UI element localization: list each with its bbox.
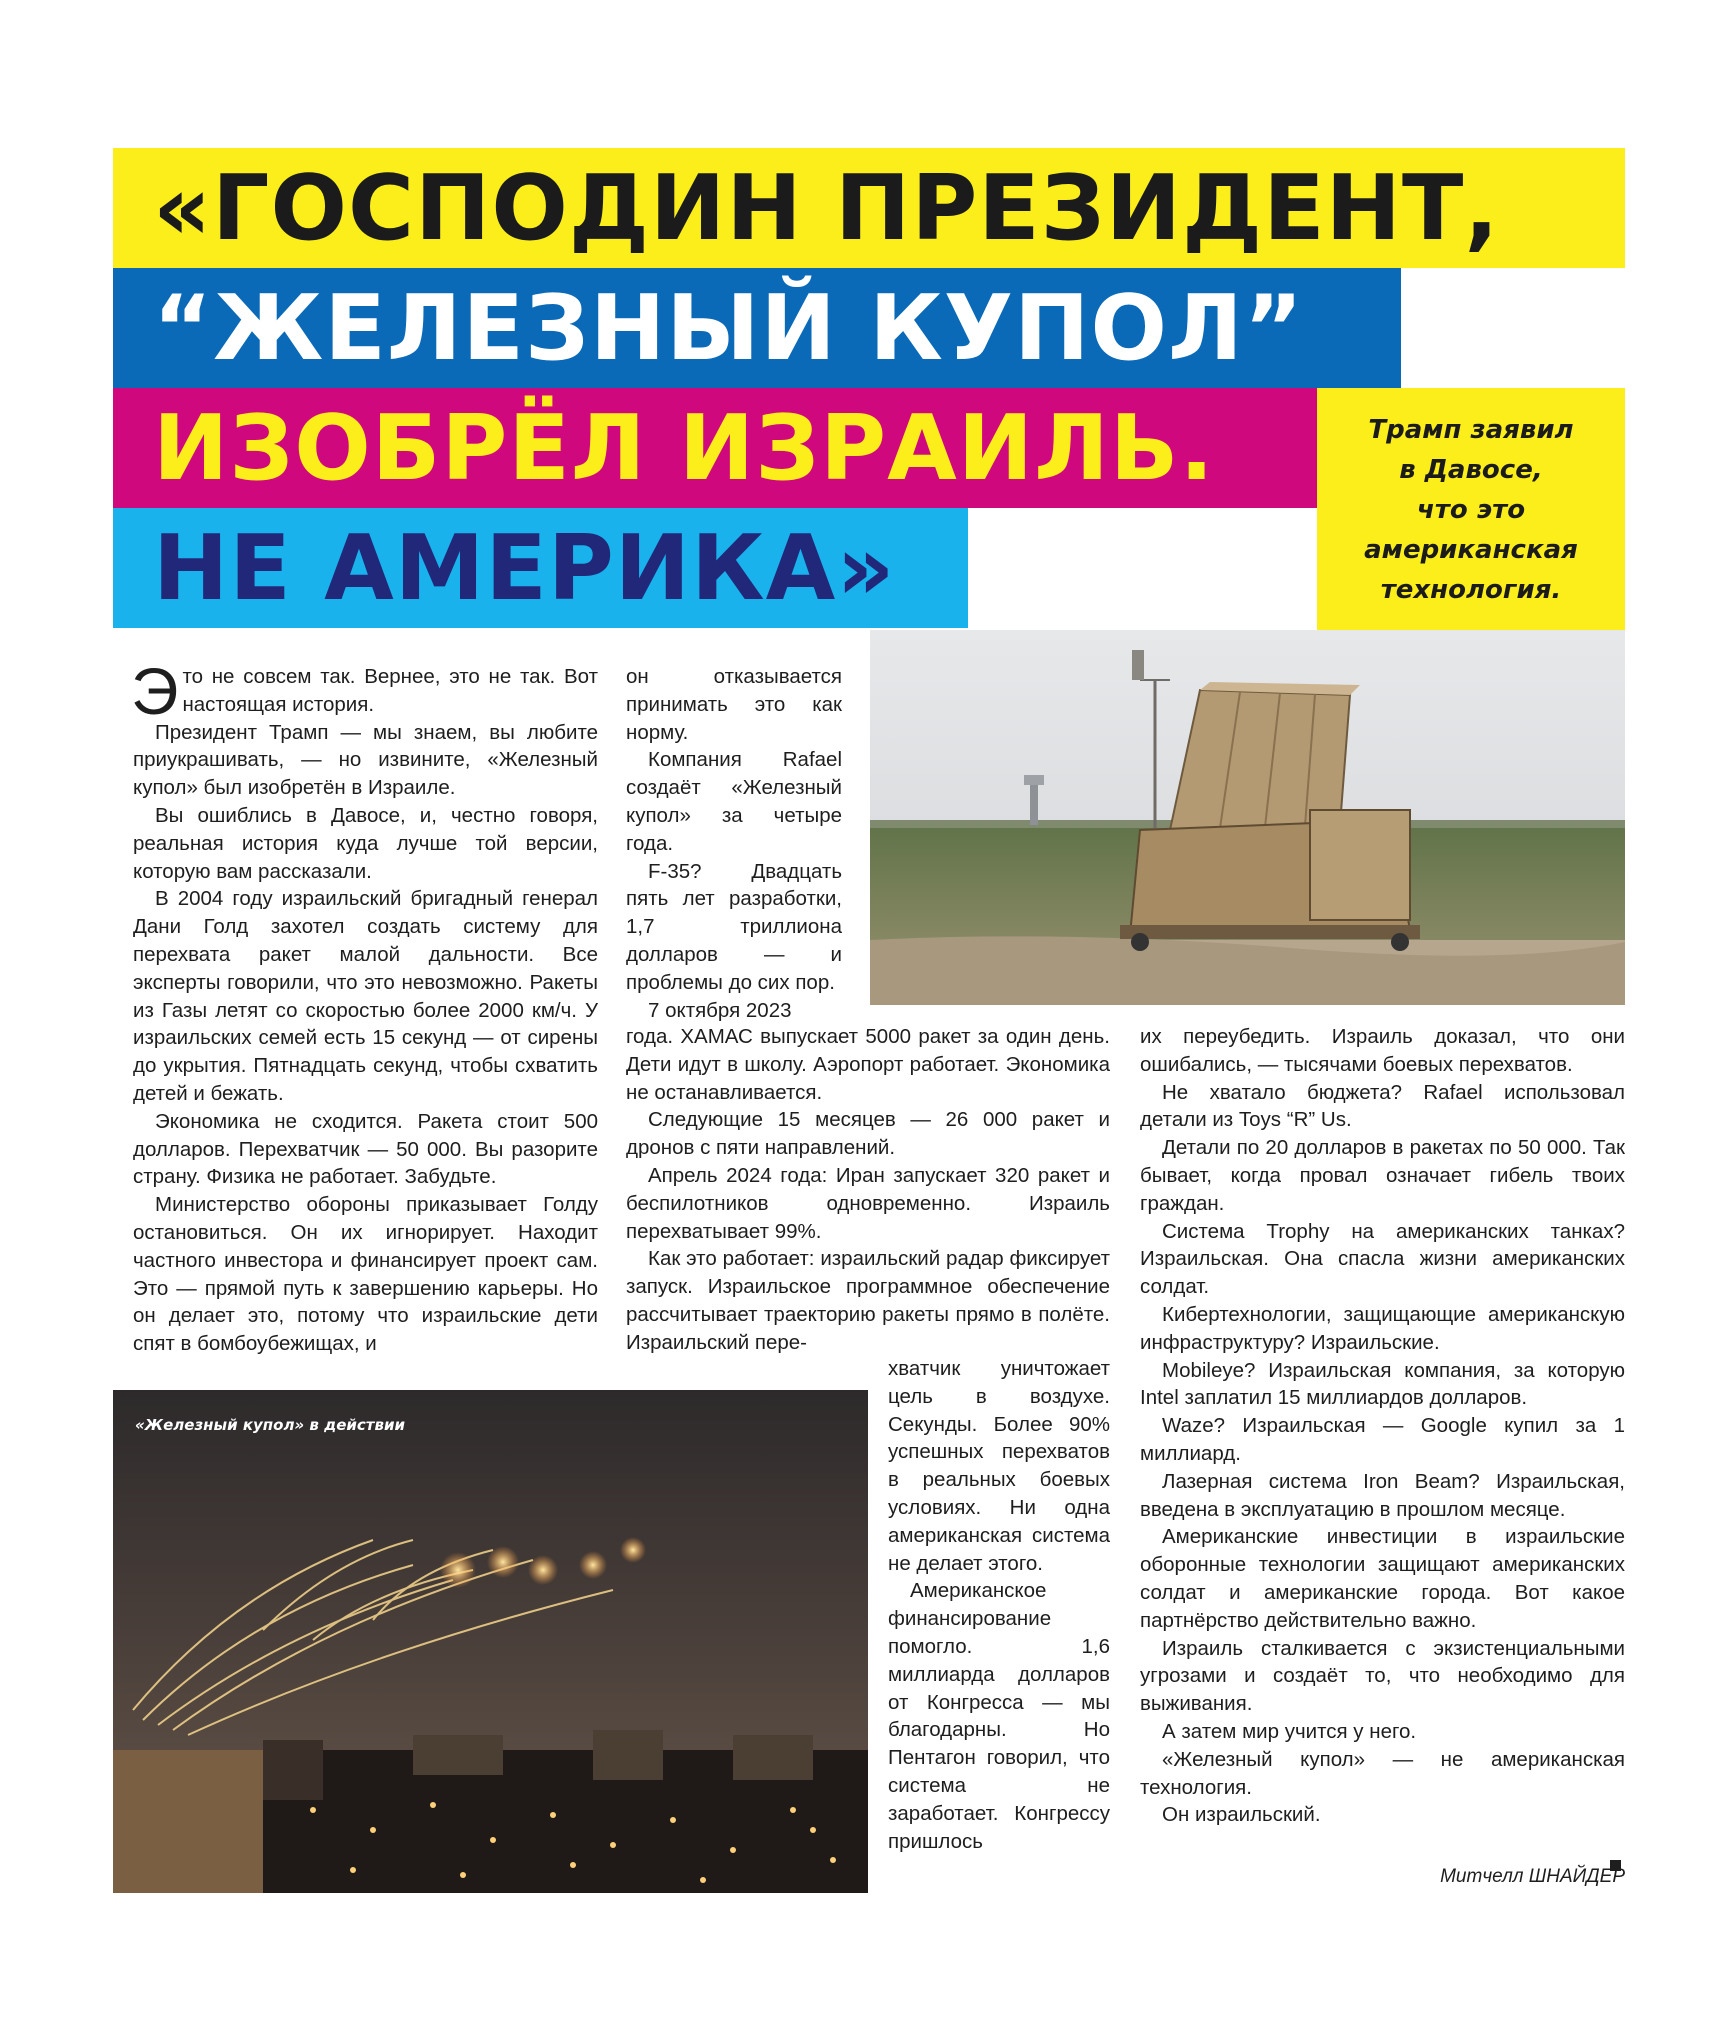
headline-line-4-text: НЕ АМЕРИКА»: [153, 516, 896, 621]
article-paragraph: их переубедить. Израиль доказал, что они ошибались, — тысячами боевых перехватов.: [1140, 1025, 1625, 1076]
article-paragraph: Вы ошиблись в Давосе, и, честно говоря, реальная история куда лучше той версии, которую вам рассказали.: [133, 803, 598, 883]
article-paragraph: «Железный купол» — не американская технология.: [1140, 1747, 1625, 1799]
article-paragraph: Детали по 20 долларов в ракетах по 50 000. Так бывает, когда провал означает гибель твоих граждан.: [1140, 1136, 1625, 1215]
article-paragraph: Mobileye? Израильская компания, за которую Intel заплатил 15 миллиардов долларов.: [1140, 1358, 1625, 1410]
article-column-1: [131, 654, 598, 1358]
article-paragraph: В 2004 году израильский бригадный генерал Дани Голд захотел создать систему для перехвата ракет малой дальности. Все эксперты говорили, что это невозможно. Ракеты из Газы летят со скоростью более 2000 км/ч. У израильских семей есть 15 секунд — от сирены до укрытия. Пятнадцать секунд, чтобы схватить детей и бежать.: [133, 887, 598, 1105]
article-column-2-middle: [626, 1023, 1110, 1357]
article-paragraph: Апрель 2024 года: Иран запускает 320 ракет и беспилотников одновременно. Израиль перехватывает 99%.: [626, 1163, 1110, 1243]
article-paragraph: Американские инвестиции в израильские оборонные технологии защищают американских солдат и американские города. Вот какое партнёрство действительно важно.: [1140, 1525, 1625, 1632]
article-paragraph: Министерство обороны приказывает Голду остановиться. Он их игнорирует. Находит частного инвестора и финансирует проект сам. Это — прямой путь к завершению карьеры. Но он делает это, потому что израильские дети спят в бомбоубежищах, и: [133, 1193, 598, 1356]
drop-cap: Э: [131, 654, 179, 728]
article-column-2-top: [626, 663, 842, 1024]
article-column-2-bottom: [888, 1355, 1110, 1855]
headline-line-1-text: «ГОСПОДИН ПРЕЗИДЕНТ,: [153, 156, 1500, 261]
article-paragraph: он отказывается принимать это как норму.: [626, 665, 842, 744]
article-paragraph: Президент Трамп — мы знаем, вы любите приукрашивать, — но извините, «Железный купол» был изобретён в Израиле.: [133, 720, 598, 800]
iron-dome-launcher-photo: [870, 630, 1625, 1005]
article-paragraph: Он израильский.: [1162, 1803, 1321, 1827]
headline-line-1: [113, 148, 1625, 268]
article-paragraph: 7 октября 2023: [648, 998, 792, 1022]
article-paragraph: Лазерная система Iron Beam? Израильская, введена в эксплуатацию в прошлом месяце.: [1140, 1469, 1625, 1521]
article-column-3: [1140, 1023, 1625, 1829]
article-paragraph: года. ХАМАС выпускает 5000 ракет за один день. Дети идут в школу. Аэропорт работает. Экономика не останавливается.: [626, 1025, 1110, 1104]
article-paragraph: Waze? Израильская — Google купил за 1 миллиард.: [1140, 1414, 1625, 1465]
article-paragraph: Как это работает: израильский радар фиксирует запуск. Израильское программное обеспечение рассчитывает траекторию ракеты прямо в полёте. Израильский пере-: [626, 1247, 1110, 1354]
article-paragraph: хватчик уничтожает цель в воздухе. Секунды. Более 90% успешных перехватов в реальных боевых условиях. Ни одна американская система не делает этого.: [888, 1357, 1110, 1575]
article-paragraph: Экономика не сходится. Ракета стоит 500 долларов. Перехватчик — 50 000. Вы разорите страну. Физика не работает. Забудьте.: [133, 1109, 598, 1189]
article-paragraph: Компания Rafael создаёт «Железный купол» за четыре года.: [626, 748, 842, 855]
article-paragraph: Американское финансирование помогло. 1,6 миллиарда долларов от Конгресса — мы благодарны. Но Пентагон говорил, что система не заработает. Конгрессу пришлось: [888, 1579, 1110, 1853]
photo-caption: «Железный купол» в действии: [135, 1416, 406, 1434]
paragraph-text: то не совсем так. Вернее, это не так. Вот настоящая история.: [182, 665, 598, 716]
author-byline: Митчелл ШНАЙДЕР: [1440, 1866, 1625, 1887]
headline-line-4: [113, 508, 968, 628]
headline-line-2-text: “ЖЕЛЕЗНЫЙ КУПОЛ”: [153, 276, 1304, 381]
headline-line-2: [113, 268, 1401, 388]
article-paragraph: F-35? Двадцать пять лет разработки, 1,7 триллиона долларов — и проблемы до сих пор.: [626, 859, 842, 994]
article-paragraph: [131, 654, 598, 728]
subhead-text: Трамп заявил в Давосе, что это американская технология.: [1364, 415, 1578, 605]
iron-dome-night-photo: [113, 1390, 868, 1893]
headline-line-3: [113, 388, 1401, 508]
article-paragraph: Кибертехнологии, защищающие американскую инфраструктуру? Израильские.: [1140, 1302, 1625, 1354]
article-paragraph: Не хватало бюджета? Rafael использовал детали из Toys “R” Us.: [1140, 1080, 1625, 1132]
article-paragraph: Следующие 15 месяцев — 26 000 ракет и дронов с пяти направлений.: [626, 1108, 1110, 1160]
subhead-box: [1317, 388, 1625, 630]
headline-line-3-text: ИЗОБРЁЛ ИЗРАИЛЬ.: [153, 396, 1215, 501]
article-paragraph: Система Trophy на американских танках? Израильская. Она спасла жизни американских солдат.: [1140, 1219, 1625, 1299]
article-paragraph: Израиль сталкивается с экзистенциальными угрозами и создаёт то, что необходимо для выживания.: [1140, 1636, 1625, 1716]
article-paragraph: А затем мир учится у него.: [1162, 1719, 1417, 1743]
